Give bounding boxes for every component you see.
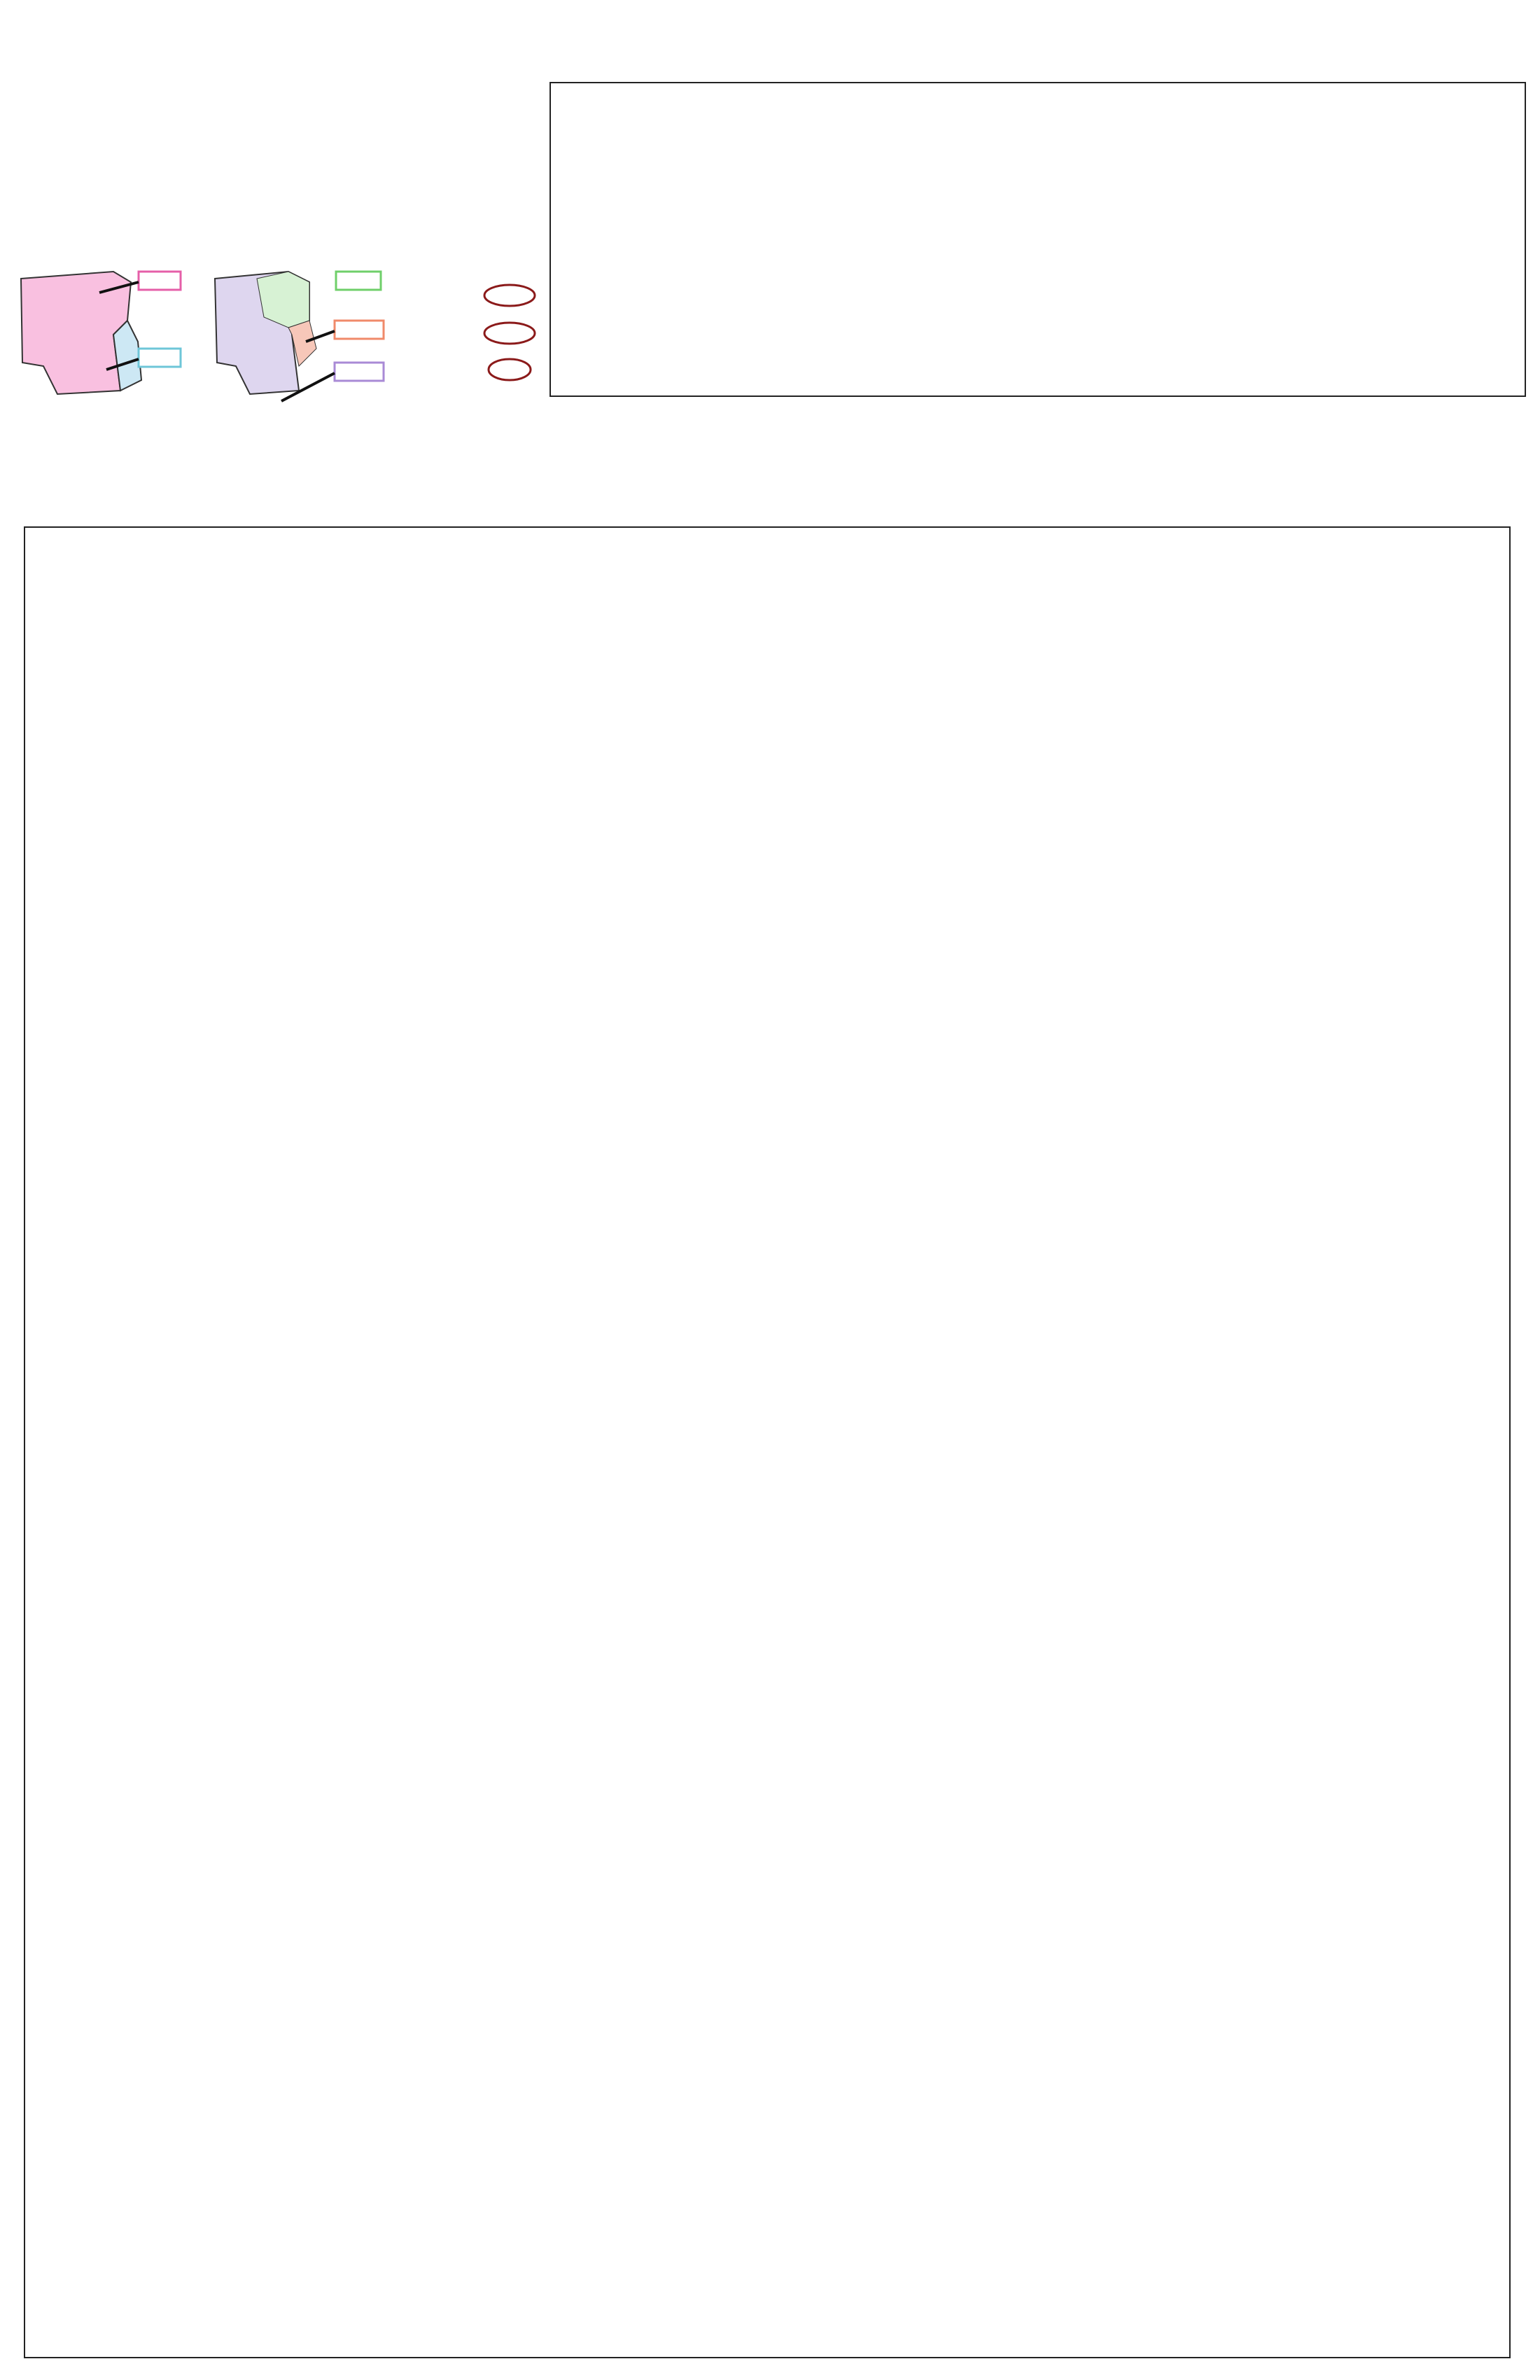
sd26-box (139, 349, 181, 367)
saxe-pill (484, 323, 535, 344)
sd36-box (139, 272, 181, 290)
district-maps (15, 225, 547, 435)
table-header (551, 83, 1525, 153)
ad125-box (335, 363, 384, 381)
instructions (15, 28, 547, 39)
street-list (24, 526, 1511, 2358)
nchs-pill (484, 285, 535, 306)
ad42-box (336, 272, 381, 290)
es-pill (489, 359, 531, 380)
ad142-box (335, 321, 384, 339)
district-maps-graphic (15, 251, 547, 433)
district-location-table (550, 82, 1526, 397)
